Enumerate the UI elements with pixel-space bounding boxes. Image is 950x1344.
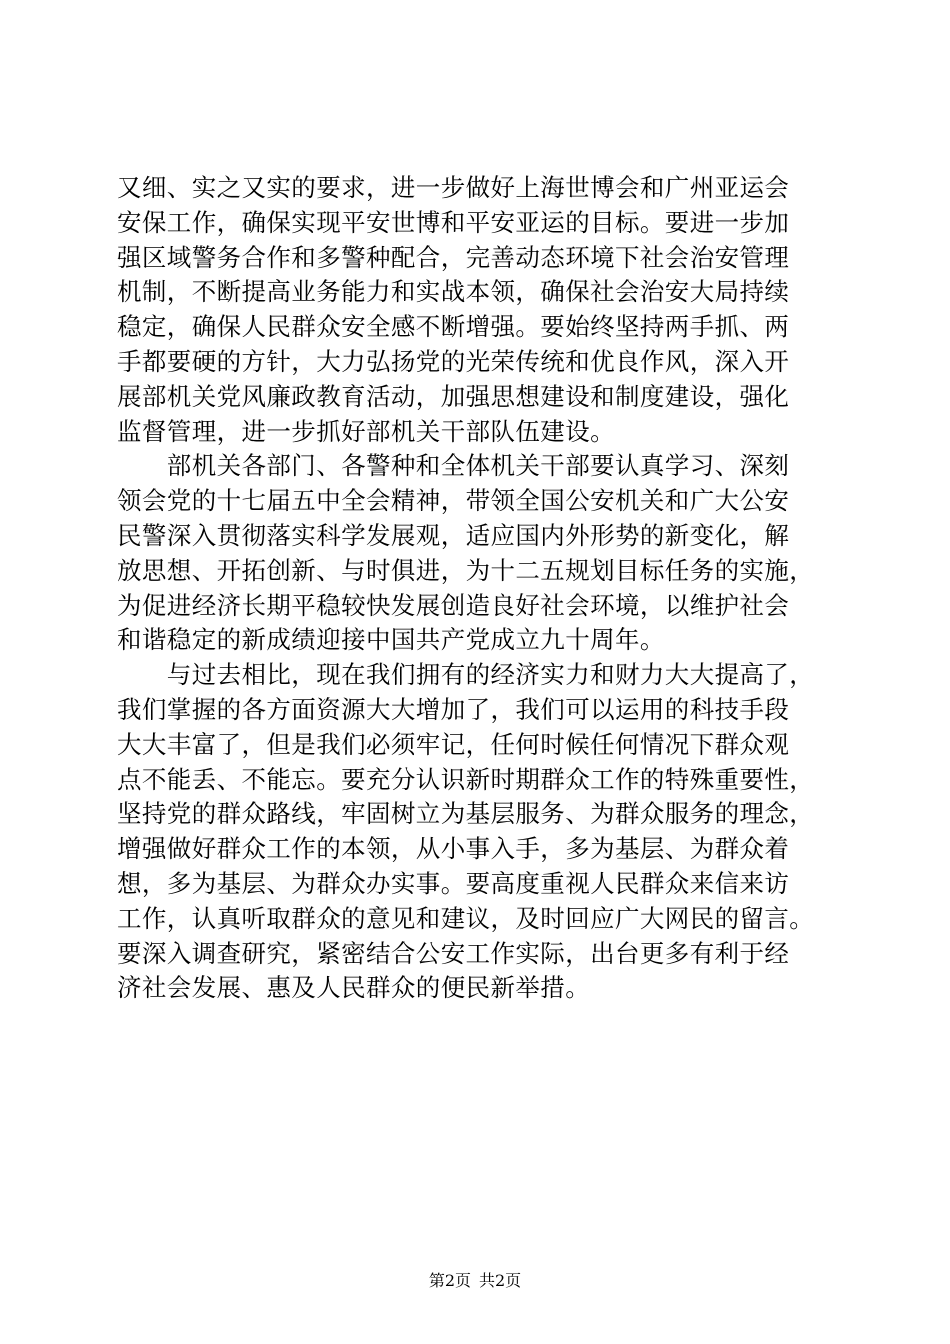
page-number: 第2页 xyxy=(428,1271,471,1290)
text-line: 增强做好群众工作的本领，从小事入手，多为基层、为群众着 xyxy=(117,834,790,864)
text-line: 又细、实之又实的要求，进一步做好上海世博会和广州亚运会 xyxy=(117,173,790,202)
page-footer xyxy=(0,1271,950,1291)
text-line: 安保工作，确保实现平安世博和平安亚运的目标。要进一步加 xyxy=(117,207,790,237)
paragraph-1 xyxy=(117,171,833,449)
text-line: 机制，不断提高业务能力和实战本领，确保社会治安大局持续 xyxy=(117,277,790,307)
text-line: 坚持党的群众路线，牢固树立为基层服务、为群众服务的理念， xyxy=(117,799,815,829)
page-total: 共2页 xyxy=(479,1271,522,1290)
text-line: 为促进经济长期平稳较快发展创造良好社会环境，以维护社会 xyxy=(117,590,790,620)
text-line: 监督管理，进一步抓好部机关干部队伍建设。 xyxy=(117,416,615,446)
text-line: 点不能丢、不能忘。要充分认识新时期群众工作的特殊重要性， xyxy=(117,764,815,794)
text-line: 大大丰富了，但是我们必须牢记，任何时候任何情况下群众观 xyxy=(117,729,790,759)
text-line: 民警深入贯彻落实科学发展观，适应国内外形势的新变化，解 xyxy=(117,520,790,550)
text-line: 手都要硬的方针，大力弘扬党的光荣传统和优良作风，深入开 xyxy=(117,346,790,376)
text-line: 放思想、开拓创新、与时俱进，为十二五规划目标任务的实施， xyxy=(117,555,815,585)
text-line: 工作，认真听取群众的意见和建议，及时回应广大网民的留言。 xyxy=(117,903,815,933)
text-line: 稳定，确保人民群众安全感不断增强。要始终坚持两手抓、两 xyxy=(117,312,790,342)
document-body xyxy=(117,171,833,1006)
text-line: 济社会发展、惠及人民群众的便民新举措。 xyxy=(117,973,591,1003)
paragraph-3 xyxy=(117,658,833,1006)
text-line: 要深入调查研究，紧密结合公安工作实际，出台更多有利于经 xyxy=(117,938,790,968)
text-line: 强区域警务合作和多警种配合，完善动态环境下社会治安管理 xyxy=(117,242,790,272)
text-line: 领会党的十七届五中全会精神，带领全国公安机关和广大公安 xyxy=(117,486,790,516)
text-line: 和谐稳定的新成绩迎接中国共产党成立九十周年。 xyxy=(117,625,665,655)
paragraph-2 xyxy=(117,449,833,658)
text-line: 与过去相比，现在我们拥有的经济实力和财力大大提高了， xyxy=(117,660,815,690)
text-line: 展部机关党风廉政教育活动，加强思想建设和制度建设，强化 xyxy=(117,381,790,411)
text-line: 想，多为基层、为群众办实事。要高度重视人民群众来信来访 xyxy=(117,868,790,898)
text-line: 部机关各部门、各警种和全体机关干部要认真学习、深刻 xyxy=(117,451,790,481)
text-line: 我们掌握的各方面资源大大增加了，我们可以运用的科技手段 xyxy=(117,694,790,724)
